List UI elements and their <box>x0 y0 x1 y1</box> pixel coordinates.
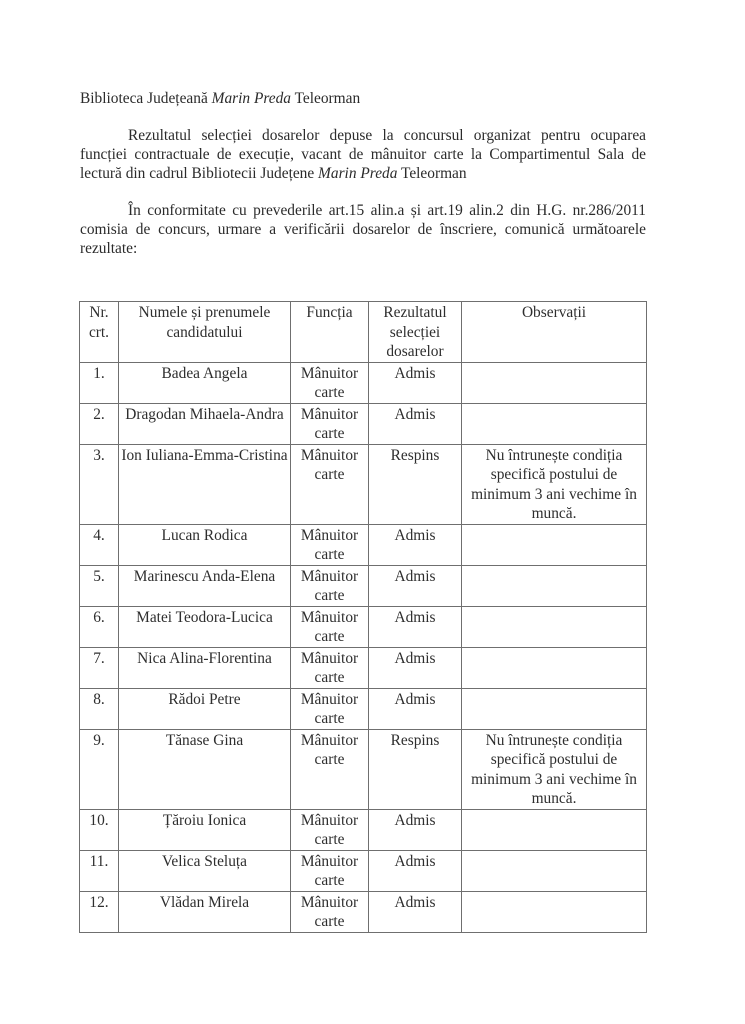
cell-result: Respins <box>369 444 462 524</box>
cell-name: Lucan Rodica <box>119 524 291 565</box>
cell-nr: 7. <box>80 647 119 688</box>
title-italic-name: Marin Preda <box>318 165 398 182</box>
cell-observations: Nu întrunește condiția specifică postului de minimum 3 ani vechime în muncă. <box>462 444 647 524</box>
institution-name-italic: Marin Preda <box>211 90 291 107</box>
cell-nr: 1. <box>80 362 119 403</box>
cell-result: Admis <box>369 403 462 444</box>
table-header-row <box>80 302 647 363</box>
table-row <box>80 647 647 688</box>
title-paragraph <box>80 126 646 183</box>
cell-function: Mânuitor carte <box>291 688 369 729</box>
table-row <box>80 524 647 565</box>
table-row <box>80 688 647 729</box>
cell-name: Marinescu Anda-Elena <box>119 565 291 606</box>
cell-result: Admis <box>369 809 462 850</box>
cell-nr: 6. <box>80 606 119 647</box>
cell-observations <box>462 606 647 647</box>
cell-function: Mânuitor carte <box>291 403 369 444</box>
cell-result: Admis <box>369 524 462 565</box>
cell-function: Mânuitor carte <box>291 729 369 809</box>
cell-function: Mânuitor carte <box>291 891 369 932</box>
cell-observations <box>462 403 647 444</box>
cell-name: Vlădan Mirela <box>119 891 291 932</box>
cell-observations <box>462 688 647 729</box>
title-text: Rezultatul selecției dosarelor depuse la concursul organizat pentru ocuparea funcției contractuale de execuție, vacant de mânuitor carte la Compartimentul Sala de lectură din cadrul Bibliotecii Județene <box>80 127 646 182</box>
cell-result: Admis <box>369 565 462 606</box>
cell-name: Țăroiu Ionica <box>119 809 291 850</box>
table-row <box>80 403 647 444</box>
cell-function: Mânuitor carte <box>291 444 369 524</box>
cell-name: Tănase Gina <box>119 729 291 809</box>
cell-function: Mânuitor carte <box>291 524 369 565</box>
cell-nr: 11. <box>80 850 119 891</box>
header-function: Funcția <box>291 302 369 363</box>
table-row <box>80 891 647 932</box>
cell-nr: 8. <box>80 688 119 729</box>
cell-nr: 12. <box>80 891 119 932</box>
table-row <box>80 565 647 606</box>
cell-result: Respins <box>369 729 462 809</box>
cell-nr: 3. <box>80 444 119 524</box>
institution-suffix: Teleorman <box>291 90 361 107</box>
cell-name: Ion Iuliana-Emma-Cristina <box>119 444 291 524</box>
cell-observations <box>462 362 647 403</box>
cell-result: Admis <box>369 688 462 729</box>
cell-observations <box>462 565 647 606</box>
header-name: Numele și prenumele candidatului <box>119 302 291 363</box>
cell-result: Admis <box>369 362 462 403</box>
cell-nr: 4. <box>80 524 119 565</box>
cell-name: Badea Angela <box>119 362 291 403</box>
cell-result: Admis <box>369 647 462 688</box>
cell-name: Rădoi Petre <box>119 688 291 729</box>
cell-function: Mânuitor carte <box>291 362 369 403</box>
cell-name: Velica Steluța <box>119 850 291 891</box>
cell-result: Admis <box>369 606 462 647</box>
cell-result: Admis <box>369 891 462 932</box>
results-table <box>79 301 647 933</box>
title-text-end: Teleorman <box>397 165 467 182</box>
cell-observations <box>462 524 647 565</box>
cell-observations <box>462 891 647 932</box>
cell-observations <box>462 850 647 891</box>
cell-function: Mânuitor carte <box>291 565 369 606</box>
cell-nr: 10. <box>80 809 119 850</box>
cell-result: Admis <box>369 850 462 891</box>
table-row <box>80 606 647 647</box>
cell-observations <box>462 647 647 688</box>
cell-function: Mânuitor carte <box>291 647 369 688</box>
cell-function: Mânuitor carte <box>291 606 369 647</box>
cell-observations: Nu întrunește condiția specifică postului de minimum 3 ani vechime în muncă. <box>462 729 647 809</box>
institution-header <box>80 89 646 108</box>
header-result: Rezultatul selecției dosarelor <box>369 302 462 363</box>
header-nr: Nr. crt. <box>80 302 119 363</box>
table-row <box>80 729 647 809</box>
cell-name: Dragodan Mihaela-Andra <box>119 403 291 444</box>
cell-name: Nica Alina-Florentina <box>119 647 291 688</box>
document-page <box>80 89 646 258</box>
table-row <box>80 809 647 850</box>
cell-function: Mânuitor carte <box>291 809 369 850</box>
table-row <box>80 444 647 524</box>
cell-observations <box>462 809 647 850</box>
table-row <box>80 850 647 891</box>
cell-function: Mânuitor carte <box>291 850 369 891</box>
institution-prefix: Biblioteca Județeană <box>80 90 212 107</box>
intro-paragraph: În conformitate cu prevederile art.15 alin.a și art.19 alin.2 din H.G. nr.286/2011 comisia de concurs, urmare a verificării dosarelor de înscriere, comunică următoarele rezultate: <box>80 202 646 257</box>
cell-nr: 5. <box>80 565 119 606</box>
table-row <box>80 362 647 403</box>
cell-name: Matei Teodora-Lucica <box>119 606 291 647</box>
cell-nr: 2. <box>80 403 119 444</box>
header-observations: Observații <box>462 302 647 363</box>
cell-nr: 9. <box>80 729 119 809</box>
